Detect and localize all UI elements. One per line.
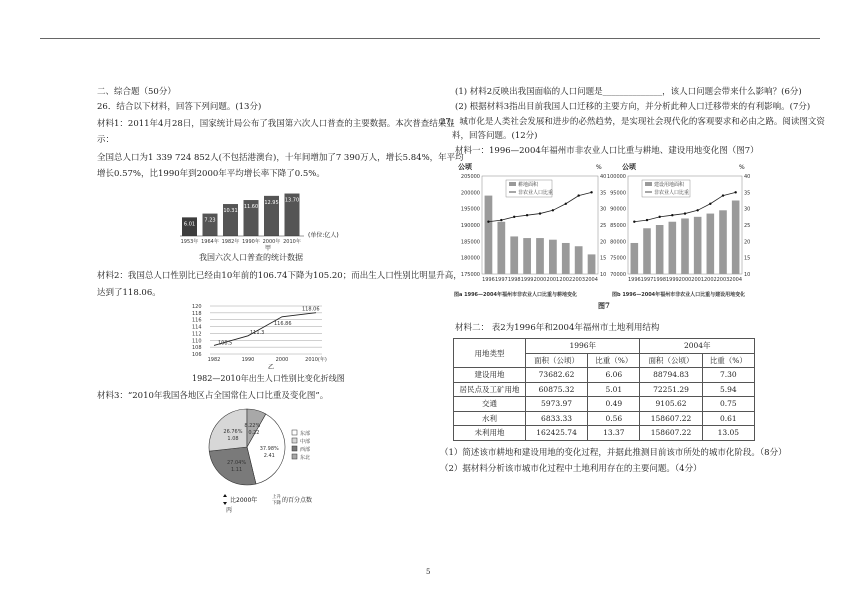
- pie-legend-label: 东北: [300, 455, 311, 461]
- cb-y-tick: 85000: [610, 223, 626, 229]
- ca-x-tick: 1998: [507, 277, 521, 283]
- table-row: [454, 426, 755, 441]
- ca-line-point: [487, 221, 489, 223]
- table-cell: 0.56: [588, 411, 640, 426]
- table-cell: 交通: [454, 397, 526, 412]
- census-unit: (单位:亿人): [308, 232, 339, 239]
- table-cell: 0.75: [702, 397, 754, 412]
- sex-ratio-data-label: 111.3: [250, 329, 265, 336]
- cb-line-point: [671, 214, 673, 216]
- q27-material2: 材料二： 表2为1996年和2004年福州市土地利用结构: [455, 323, 660, 333]
- ca-bar: [523, 238, 531, 274]
- material2-line2: 达到了118.06。: [97, 288, 161, 298]
- ca-y-tick: 195000: [460, 206, 480, 213]
- cb-x-tick: 2000: [678, 277, 692, 283]
- cb-y-tick: 80000: [610, 239, 626, 246]
- census-x-tick: 2000年: [262, 239, 281, 245]
- q27-subquestion-1: （1）简述该市耕地和建设用地的变化过程，并据此推测目前该市所处的城市化阶段。（8分）: [440, 448, 787, 458]
- ca-y-tick: 180000: [460, 255, 480, 262]
- pie-legend-label: 中部: [300, 439, 311, 445]
- table-header-2004: 2004年: [640, 339, 755, 354]
- pie-change-label: 1.11: [231, 467, 243, 474]
- table-cell: 162425.74: [526, 426, 588, 441]
- material1-line1: 材料1：2011年4月28日，国家统计局公布了我国第六次人口普查的主要数据。本次普查结果显: [97, 119, 455, 129]
- census-bar-chart: [180, 180, 350, 252]
- pie-percent-label: 37.98%: [259, 445, 279, 452]
- pie-change-label: 1.08: [227, 436, 239, 443]
- cb-line-point: [722, 194, 724, 196]
- cb-x-tick: 1996: [627, 277, 641, 283]
- cb-y2-tick: 30: [744, 206, 751, 213]
- svg-text:建设用地面积: 建设用地面积: [654, 182, 685, 188]
- cb-x-tick: 1998: [653, 277, 667, 283]
- cb-bar: [732, 201, 740, 275]
- census-caption: 我国六次人口普查的统计数据: [199, 253, 303, 262]
- sex-ratio-y-tick: 118: [192, 310, 202, 317]
- table-cell: 158607.22: [640, 411, 702, 426]
- region-population-pie-chart: [200, 402, 330, 517]
- ca-line-point: [552, 209, 554, 211]
- cb-bar: [681, 218, 689, 274]
- table-header-type: 用地类型: [454, 339, 526, 368]
- sex-ratio-x-tick: 1990: [241, 357, 255, 363]
- table-cell: 9105.62: [640, 397, 702, 412]
- ca-y2-tick: 25: [600, 223, 607, 229]
- sex-ratio-y-tick: 110: [192, 338, 202, 345]
- ca-y2-tick: 10: [600, 272, 607, 278]
- table-row: [454, 411, 755, 426]
- ca-x-tick: 2000: [533, 277, 547, 283]
- ca-x-tick: 2003: [572, 277, 586, 283]
- cb-y-tick: 100000: [606, 174, 626, 180]
- sex-ratio-y-tick: 108: [192, 345, 202, 352]
- chart-b-caption: 图b 1996—2004年福州市非农业人口比重与建设用地变化: [612, 292, 746, 298]
- table-cell: 7.30: [702, 368, 754, 383]
- sex-ratio-data-label: 118.06: [302, 306, 320, 313]
- cb-y-tick: 70000: [610, 272, 626, 278]
- cb-bar: [643, 228, 651, 274]
- svg-text:%: %: [596, 164, 602, 171]
- cb-line-point: [633, 221, 635, 223]
- census-x-tick: 1953年: [180, 239, 199, 245]
- pie-change-label: 2.41: [263, 452, 275, 459]
- cb-y2-tick: 20: [744, 239, 751, 246]
- ca-bar: [536, 238, 544, 274]
- cb-x-tick: 2003: [716, 277, 730, 283]
- table-cell: 居民点及工矿用地: [454, 382, 526, 397]
- sex-ratio-y-tick: 116: [192, 317, 202, 324]
- cb-x-tick: 2002: [703, 277, 717, 283]
- table-cell: 88794.83: [640, 368, 702, 383]
- cb-y2-tick: 10: [744, 272, 751, 278]
- q27-line2: 料，回答问题。(12分): [452, 131, 538, 141]
- sex-ratio-y-tick: 120: [192, 304, 202, 310]
- ca-y2-tick: 20: [600, 239, 607, 246]
- census-x-tick: 1990年: [242, 239, 260, 245]
- cb-bar: [669, 222, 677, 274]
- sex-ratio-caption-letter: 乙: [268, 364, 275, 371]
- table-cell: 60875.32: [526, 382, 588, 397]
- table-cell: 6833.33: [526, 411, 588, 426]
- ca-x-tick: 1999: [520, 277, 534, 283]
- sex-ratio-line-chart: [190, 302, 335, 370]
- svg-text:非农业人口比重: 非农业人口比重: [518, 190, 554, 196]
- q26-stem: 26．结合以下材料，回答下列问题。(13分): [97, 102, 262, 112]
- sex-ratio-y-tick: 106: [192, 352, 202, 358]
- sex-ratio-caption: 1982—2010年出生人口性别比变化折线图: [192, 374, 345, 383]
- census-x-tick: 2010年: [283, 239, 301, 245]
- table-cell: 73682.62: [526, 368, 588, 383]
- cb-x-tick: 2001: [691, 277, 705, 283]
- ca-bar: [575, 246, 583, 274]
- cb-line-point: [658, 216, 660, 218]
- pie-legend-swatch: [292, 430, 297, 435]
- cb-y2-tick: 15: [744, 255, 751, 262]
- cb-line-point: [709, 203, 711, 205]
- ca-bar: [562, 243, 570, 274]
- ca-x-tick: 2001: [546, 277, 560, 283]
- ca-y-tick: 200000: [460, 190, 480, 197]
- pie-caption-letter: 丙: [226, 507, 233, 514]
- material3-line1: 材料3：“2010年我国各地区占全国常住人口比重及变化图”。: [97, 391, 329, 401]
- table-cell: 5.01: [588, 382, 640, 397]
- ca-y2-tick: 30: [600, 206, 607, 213]
- q27-line1: 27．城市化是人类社会发展和进步的必然趋势，是实现社会现代化的客观要求和必由之路。阅读图文资: [440, 117, 825, 127]
- pie-change-note-up: 上升: [272, 495, 281, 500]
- header-rule: [40, 38, 820, 39]
- cb-line-point: [734, 191, 736, 193]
- table-cell: 建设用地: [454, 368, 526, 383]
- census-x-tick: 1964年: [201, 239, 219, 245]
- ca-y-tick: 205000: [460, 174, 480, 180]
- table-cell: 13.37: [588, 426, 640, 441]
- census-bar-label: 7.23: [204, 217, 216, 224]
- pie-change-note-1: 比2000年: [230, 497, 258, 504]
- table-header-1996: 1996年: [526, 339, 640, 354]
- cb-y-tick: 90000: [610, 206, 626, 213]
- ca-x-tick: 1997: [494, 277, 508, 283]
- pie-percent-label: 27.04%: [227, 460, 247, 467]
- cb-bar: [694, 217, 702, 274]
- figure-7-label: 图7: [598, 301, 610, 310]
- ca-line-point: [513, 216, 515, 218]
- census-caption-letter: 甲: [265, 245, 272, 252]
- ca-line-point: [590, 191, 592, 193]
- cb-bar: [719, 210, 727, 274]
- q26-subquestion-1: (1) 材料2反映出我国面临的人口问题是______________，该人口问题会带来什么影响？(6分): [455, 87, 802, 97]
- table-row: [454, 382, 755, 397]
- cb-y2-tick: 40: [744, 174, 751, 180]
- pie-legend-label: 东部: [300, 431, 311, 437]
- q27-subquestion-2: （2）据材料分析该市城市化过程中土地利用存在的主要问题。（4分）: [440, 464, 702, 474]
- census-bar-label: 13.70: [284, 197, 300, 204]
- ca-y-tick: 190000: [460, 223, 480, 229]
- census-bar-label: 10.31: [223, 208, 238, 215]
- table-cell: 158607.22: [640, 426, 702, 441]
- pie-legend-swatch: [292, 438, 297, 443]
- cb-x-tick: 2004: [729, 277, 743, 283]
- material1-line4: 增长0.57%，比1990年到2000年平均增长率下降了0.5%。: [97, 169, 325, 179]
- cb-x-tick: 1997: [640, 277, 654, 283]
- census-bar-label: 6.01: [183, 221, 196, 228]
- chart-a-caption: 图a 1996—2004年福州市非农业人口比重与耕地变化: [454, 292, 577, 298]
- ca-line-point: [539, 212, 541, 214]
- chart-b-construction: [606, 160, 760, 300]
- cb-bar: [656, 225, 664, 274]
- table-row: [454, 397, 755, 412]
- ca-y2-tick: 40: [600, 174, 607, 180]
- pie-change-label: 0.22: [248, 429, 260, 436]
- ca-line-point: [565, 203, 567, 205]
- ca-y-tick: 175000: [460, 272, 480, 278]
- land-use-table: 用地类型 1996年 2004年 面积（公顷） 比重（%） 面积（公顷） 比重（%） 建设用地 73682.62 6.06 88794.83 7.30 居民点及工矿用地 60875.32 5.01 72251.29 5.94 交通 5973.97 0.49 9105.62 0.75 水利 6833.33 0.56 158607.22 0.61 未利用地 162425.74 13.37 158607.22 13.05: [453, 338, 755, 441]
- cb-x-tick: 1999: [665, 277, 679, 283]
- material2-line1: 材料2：我国总人口性别比已经由10年前的106.74下降为105.20；而出生人口性别比明显升高，: [97, 271, 462, 281]
- pie-percent-label: 26.76%: [223, 429, 243, 436]
- ca-bar: [549, 240, 557, 274]
- page-number: 5: [426, 568, 431, 576]
- census-bar-label: 12.95: [264, 199, 279, 206]
- pie-legend-label: 西部: [300, 447, 311, 453]
- svg-text:非农业人口比重: 非农业人口比重: [654, 190, 690, 196]
- sex-ratio-x-tick: 1982: [207, 357, 221, 363]
- cb-line-point: [696, 209, 698, 211]
- table-cell: 水利: [454, 411, 526, 426]
- sex-ratio-data-label: 108.5: [218, 340, 233, 347]
- pie-change-note-2: 的百分点数: [282, 497, 313, 504]
- ca-y2-tick: 35: [600, 190, 607, 197]
- table-cell: 5.94: [702, 382, 754, 397]
- ca-bar: [510, 236, 518, 274]
- table-cell: 5973.97: [526, 397, 588, 412]
- svg-text:耕地面积: 耕地面积: [518, 182, 539, 188]
- ca-y2-tick: 15: [600, 255, 607, 262]
- sex-ratio-x-tick: 2010(年): [305, 357, 327, 363]
- table-cell: 6.06: [588, 368, 640, 383]
- ca-bar: [497, 222, 505, 274]
- cb-y2-tick: 35: [744, 190, 751, 197]
- pie-change-note-down: 下降: [272, 501, 281, 506]
- cb-y2-tick: 25: [744, 223, 751, 229]
- svg-text:公顷: 公顷: [622, 163, 636, 171]
- q27-material1: 材料一：1996—2004年福州市非农业人口比重与耕地、建设用地变化图（图7）: [455, 146, 759, 156]
- table-cell: 0.49: [588, 397, 640, 412]
- cb-y-tick: 95000: [610, 190, 626, 197]
- table-cell: 13.05: [702, 426, 754, 441]
- cb-y-tick: 75000: [610, 255, 626, 262]
- chart-a-farmland: [448, 160, 616, 300]
- table-cell: 0.61: [702, 411, 754, 426]
- ca-y-tick: 185000: [460, 239, 480, 246]
- ca-bar: [485, 196, 493, 274]
- ca-bar: [588, 254, 596, 274]
- sex-ratio-y-tick: 112: [192, 331, 202, 338]
- cb-bar: [707, 214, 715, 274]
- pie-percent-label: 8.22%: [244, 422, 261, 429]
- census-x-tick: 1982年: [221, 239, 240, 245]
- sex-ratio-x-tick: 2000: [275, 357, 289, 363]
- ca-x-tick: 2002: [559, 277, 573, 283]
- cb-line-point: [684, 212, 686, 214]
- pie-legend-swatch: [292, 446, 297, 451]
- svg-text:公顷: 公顷: [458, 163, 472, 171]
- ca-line-point: [577, 194, 579, 196]
- cb-line-point: [646, 219, 648, 221]
- material1-line3: 全国总人口为1 339 724 852人(不包括港澳台)，十年间增加了7 390万人，增长5.84%，年平均: [97, 153, 464, 163]
- sex-ratio-data-label: 116.86: [274, 320, 292, 327]
- table-cell: 未利用地: [454, 426, 526, 441]
- pie-legend-swatch: [292, 454, 297, 459]
- table-row: [454, 368, 755, 383]
- ca-line-point: [500, 219, 502, 221]
- table-cell: 72251.29: [640, 382, 702, 397]
- q26-subquestion-2: (2) 根据材料3指出目前我国人口迁移的主要方向，并分析此种人口迁移带来的有利影响。(7分): [455, 102, 811, 112]
- section-heading: 二、综合题（50分）: [97, 87, 176, 97]
- ca-line-point: [526, 214, 528, 216]
- material1-line2: 示：: [97, 135, 115, 145]
- svg-text:%: %: [739, 164, 745, 171]
- ca-x-tick: 2004: [585, 277, 598, 283]
- sex-ratio-y-tick: 114: [192, 324, 202, 331]
- cb-bar: [631, 243, 639, 274]
- census-bar-label: 11.60: [243, 204, 259, 211]
- ca-x-tick: 1996: [482, 277, 495, 283]
